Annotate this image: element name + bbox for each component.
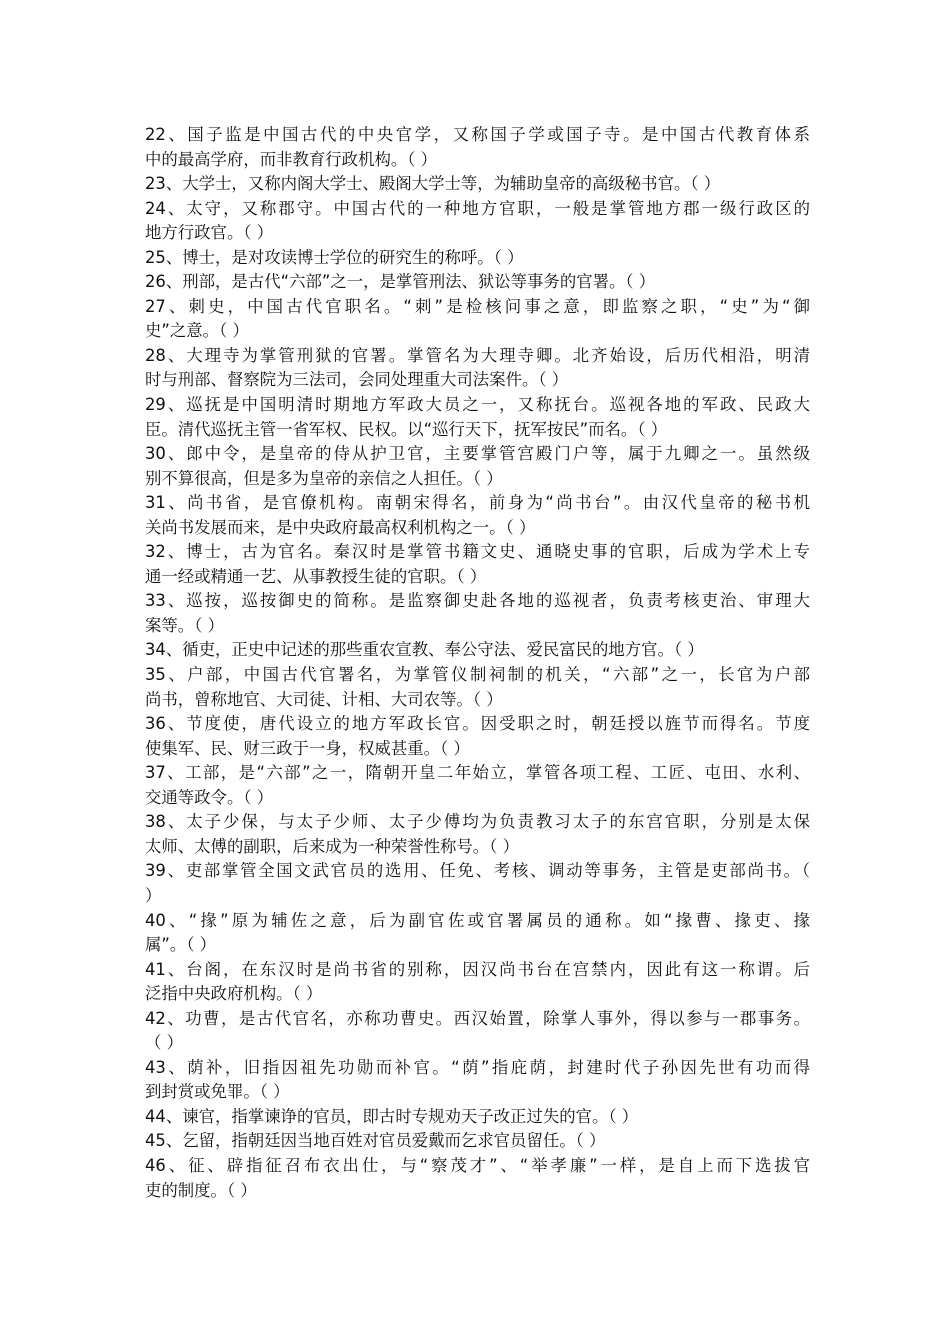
text-line: 43、荫补，旧指因祖先功勋而补官。“荫”指庇荫，封建时代子孙因先世有功而得 [145, 1057, 810, 1077]
text-line: 别不算很高，但是多为皇帝的亲信之人担任。（ ） [145, 468, 503, 488]
text-line: 史”之意。（ ） [145, 321, 249, 341]
text-line: 臣。清代巡抚主管一省军权、民权。以“巡行天下，抚军按民”而名。（ ） [145, 419, 668, 439]
text-line: 交通等政令。（ ） [145, 787, 274, 807]
text-line: 属”。（ ） [145, 935, 217, 955]
text-line: 41、台阁，在东汉时是尚书省的别称，因汉尚书台在宫禁内，因此有这一称谓。后 [145, 959, 810, 979]
text-line: 29、巡抚是中国明清时期地方军政大员之一，又称抚台。巡视各地的军政、民政大 [145, 395, 810, 415]
text-line: 泛指中央政府机构。（ ） [145, 984, 323, 1004]
text-line: 37、工部，是“六部”之一，隋朝开皇二年始立，掌管各项工程、工匠、屯田、水利、 [145, 763, 810, 783]
text-line: 39、吏部掌管全国文武官员的选用、任免、考核、调动等事务，主管是吏部尚书。（ [145, 861, 810, 881]
text-line: 吏的制度。（ ） [145, 1180, 257, 1200]
text-line: 44、谏官，指掌谏诤的官员，即古时专规劝天子改正过失的官。（ ） [145, 1106, 639, 1126]
text-line: 30、郎中令，是皇帝的侍从护卫官，主要掌管宫殿门户等，属于九卿之一。虽然级 [145, 444, 810, 464]
question-list [145, 123, 810, 1203]
text-line: （ ） [145, 1033, 183, 1053]
text-line: 33、巡按，巡按御史的简称。是监察御史赴各地的巡视者，负责考核吏治、审理大 [145, 591, 810, 611]
text-line: 时与刑部、督察院为三法司，会同处理重大司法案件。（ ） [145, 370, 569, 390]
text-line: 36、节度使，唐代设立的地方军政长官。因受职之时，朝廷授以旌节而得名。节度 [145, 714, 810, 734]
text-line: 31、尚书省，是官僚机构。南朝宋得名，前身为“尚书台”。由汉代皇帝的秘书机 [145, 493, 810, 513]
text-line: 46、征、辟指征召布衣出仕，与“察茂才”、“举孝廉”一样，是自上而下选拔官 [145, 1155, 810, 1175]
text-line: 22、国子监是中国古代的中央官学，又称国子学或国子寺。是中国古代教育体系 [145, 125, 810, 144]
text-line: 关尚书发展而来，是中央政府最高权利机构之一。（ ） [145, 517, 536, 537]
text-line: 地方行政官。（ ） [145, 223, 274, 243]
text-line: 32、博士，古为官名。秦汉时是掌管书籍文史、通晓史事的官职，后成为学术上专 [145, 542, 810, 562]
text-line: 太师、太傅的副职，后来成为一种荣誉性称号。（ ） [145, 836, 519, 856]
text-line: 38、太子少保，与太子少师、太子少傅均为负责教习太子的东宫官职，分别是太保 [145, 812, 810, 832]
text-line: 28、大理寺为掌管刑狱的官署。掌管名为大理寺卿。北齐始设，后历代相沿，明清 [145, 345, 810, 365]
text-line: 34、循吏，正史中记述的那些重农宣教、奉公守法、爱民富民的地方官。（ ） [145, 640, 704, 660]
text-line: 尚书，曾称地官、大司徒、计相、大司农等。（ ） [145, 689, 503, 709]
text-line: 23、大学士，又称内阁大学士、殿阁大学士等，为辅助皇帝的高级秘书官。（ ） [145, 174, 721, 194]
text-line: 中的最高学府，而非教育行政机构。（ ） [145, 149, 438, 169]
text-line: 案等。（ ） [145, 615, 224, 635]
text-line: 使集军、民、财三政于一身，权威甚重。（ ） [145, 738, 470, 758]
text-line: 通一经或精通一艺、从事教授生徒的官职。（ ） [145, 566, 487, 586]
text-line: 24、太守，又称郡守。中国古代的一种地方官职，一般是掌管地方郡一级行政区的 [145, 198, 810, 218]
text-line: 27、刺史，中国古代官职名。“刺”是检核问事之意，即监察之职，“史”为“御 [145, 296, 810, 316]
text-line: ） [145, 885, 162, 905]
text-line: 40、“掾”原为辅佐之意，后为副官佐或官署属员的通称。如“掾曹、掾吏、掾 [145, 910, 810, 930]
text-line: 45、乞留，指朝廷因当地百姓对官员爱戴而乞求官员留任。（ ） [145, 1131, 606, 1151]
text-line: 35、户部，中国古代官署名，为掌管仪制祠制的机关，“六部”之一，长官为户部 [145, 665, 810, 685]
text-line: 25、博士，是对攻读博士学位的研究生的称呼。（ ） [145, 247, 524, 267]
text-line: 42、功曹，是古代官名，亦称功曹史。西汉始置，除掌人事外，得以参与一郡事务。 [145, 1008, 810, 1028]
text-line: 26、刑部，是古代“六部”之一，是掌管刑法、狱讼等事务的官署。（ ） [145, 272, 656, 292]
text-line: 到封赏或免罪。（ ） [145, 1082, 290, 1102]
